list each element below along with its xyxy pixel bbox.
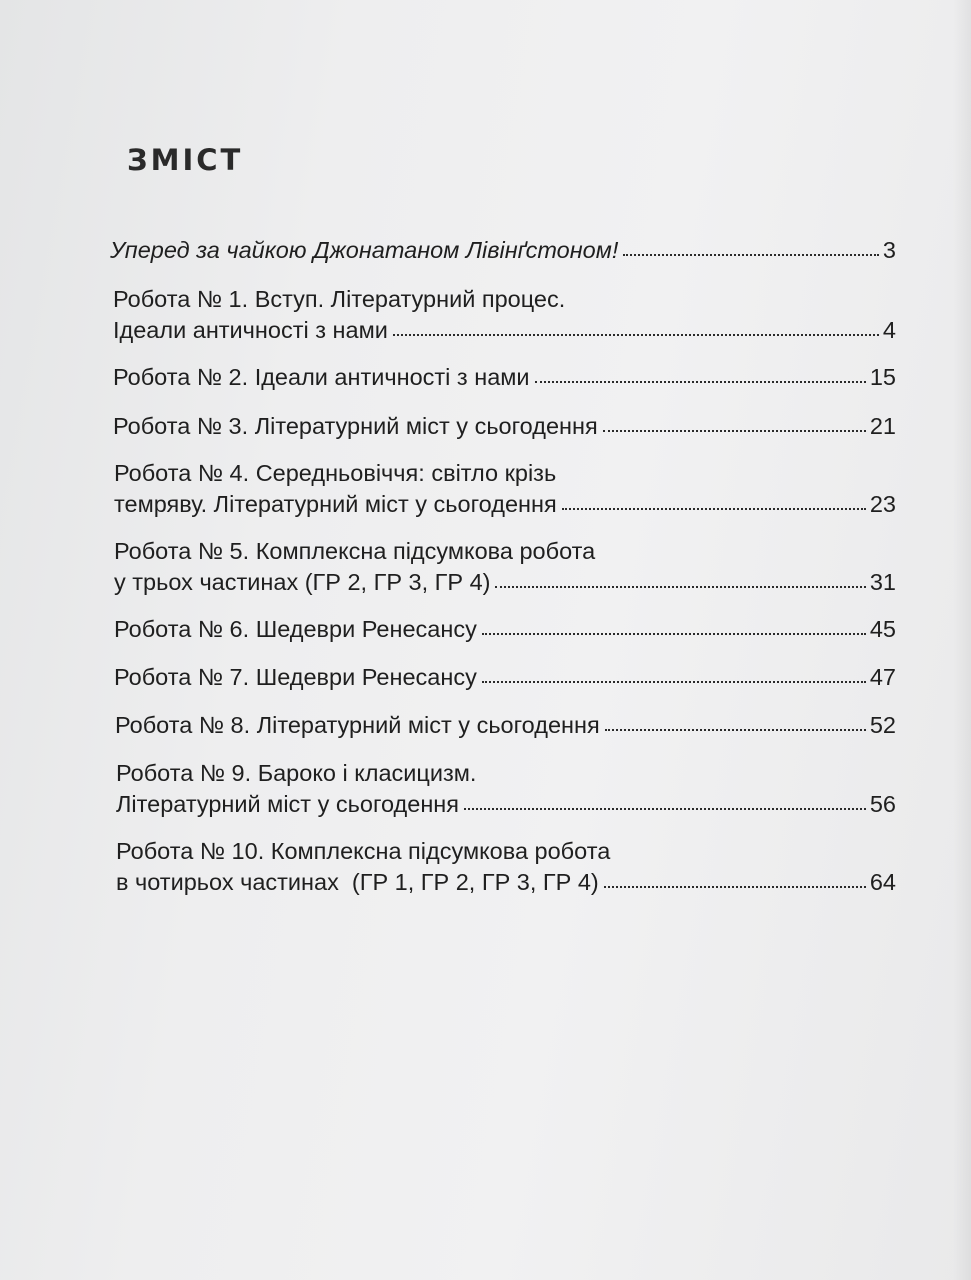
toc-entry-title-line1: Робота № 5. Комплексна підсумкова робота — [114, 538, 596, 564]
toc-entry-title-line1: Робота № 10. Комплексна підсумкова робота — [116, 838, 611, 864]
toc-page-number: 4 — [882, 317, 896, 343]
toc-entry-title: Уперед за чайкою Джонатаном Лівінґстоном! — [110, 237, 619, 263]
toc-entry — [114, 662, 896, 693]
toc-entry-title-line1: Робота № 4. Середньовіччя: світло крізь — [114, 460, 557, 486]
toc-page-number: 47 — [869, 664, 896, 690]
dot-leader — [482, 680, 866, 683]
toc-entry-title: Робота № 6. Шедеври Ренесансу — [114, 616, 477, 642]
dot-leader — [605, 728, 866, 731]
toc-entry-title-line1: Робота № 1. Вступ. Літературний процес. — [113, 286, 566, 312]
toc-entry — [113, 411, 896, 442]
toc-page-number: 52 — [869, 712, 896, 738]
toc-entry — [116, 758, 896, 820]
toc-row — [113, 362, 896, 393]
dot-leader — [464, 807, 866, 810]
toc-entry — [114, 458, 896, 520]
table-of-contents — [110, 235, 896, 898]
toc-entry — [114, 536, 896, 598]
toc-page-number: 15 — [869, 364, 896, 390]
toc-entry — [114, 614, 896, 645]
toc-page-number: 21 — [869, 413, 896, 439]
toc-entry-title-line1: Робота № 9. Бароко і класицизм. — [116, 760, 477, 786]
toc-page-number: 3 — [882, 237, 896, 263]
dot-leader — [603, 429, 866, 432]
toc-row — [116, 789, 896, 820]
toc-row — [115, 710, 896, 741]
toc-row — [113, 411, 896, 442]
toc-entry-title: Ідеали античності з нами — [113, 317, 388, 343]
page-title: ЗМІСТ — [127, 143, 244, 177]
toc-entry-title: в чотирьох частинах (ГР 1, ГР 2, ГР 3, ГР 4) — [116, 869, 599, 895]
toc-row — [116, 867, 896, 898]
toc-row — [113, 315, 896, 346]
toc-entry — [116, 836, 896, 898]
toc-entry-title: Робота № 8. Літературний міст у сьогодення — [115, 712, 600, 738]
toc-entry-title: у трьох частинах (ГР 2, ГР 3, ГР 4) — [114, 569, 491, 595]
dot-leader — [604, 885, 866, 888]
dot-leader — [495, 585, 865, 588]
toc-row — [114, 614, 896, 645]
toc-entry-title: Літературний міст у сьогодення — [116, 791, 460, 817]
toc-entry — [110, 235, 896, 266]
toc-row — [110, 235, 896, 266]
toc-row — [114, 662, 896, 693]
toc-row — [114, 567, 896, 598]
dot-leader — [482, 632, 866, 635]
toc-page-number: 45 — [869, 616, 896, 642]
toc-page-number: 31 — [869, 569, 896, 595]
toc-entry-title: темряву. Літературний міст у сьогодення — [114, 491, 557, 517]
toc-entry — [115, 710, 896, 741]
toc-page-number: 56 — [869, 791, 896, 817]
toc-entry — [113, 284, 896, 346]
toc-entry-title: Робота № 2. Ідеали античності з нами — [113, 364, 530, 390]
toc-row — [114, 489, 896, 520]
toc-entry-title: Робота № 7. Шедеври Ренесансу — [114, 664, 477, 690]
dot-leader — [623, 253, 879, 256]
dot-leader — [535, 380, 866, 383]
dot-leader — [393, 333, 879, 336]
toc-page-number: 23 — [869, 491, 896, 517]
toc-entry — [113, 362, 896, 393]
dot-leader — [562, 507, 866, 510]
toc-entry-title: Робота № 3. Літературний міст у сьогодення — [113, 413, 598, 439]
toc-page-number: 64 — [869, 869, 896, 895]
